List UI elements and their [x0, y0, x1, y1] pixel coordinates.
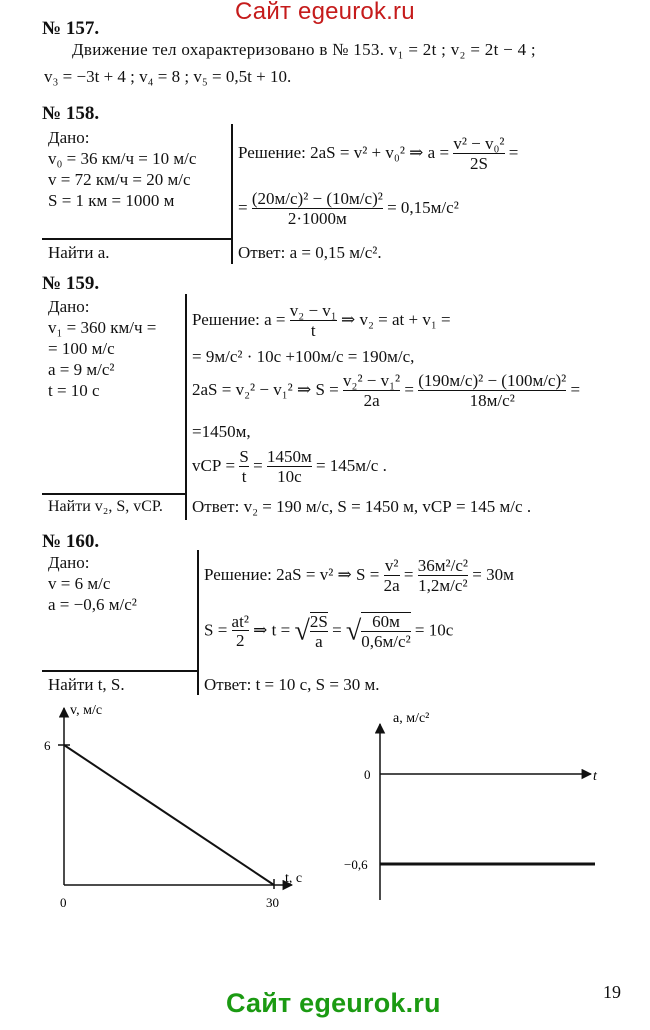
fraction-numerator: (190м/с)² − (100м/с)² — [418, 371, 567, 390]
solution-text: = — [403, 564, 414, 584]
fraction-numerator: 1450м — [266, 447, 312, 466]
solution-159-line1 — [192, 302, 451, 340]
y-tick-label: −0,6 — [344, 857, 368, 872]
solution-text: 2aS = v₂² − v₁² ⇒ S = — [192, 379, 339, 399]
solution-text: = — [253, 455, 263, 475]
fraction-denominator: 2a — [343, 390, 400, 410]
fraction-numerator: v₂ − v₁ — [289, 301, 337, 320]
solution-158-line1 — [238, 135, 518, 173]
problem-157-number: № 157. — [42, 18, 100, 39]
fraction-numerator: at² — [231, 611, 249, 631]
site-footer: Сайт egeurok.ru — [226, 988, 441, 1018]
answer-160: Ответ: t = 10 с, S = 30 м. — [204, 675, 380, 694]
fraction-denominator: 2a — [383, 575, 400, 595]
fraction-numerator: 2S — [309, 612, 328, 631]
fraction-numerator: (20м/с)² − (10м/с)² — [251, 189, 383, 208]
fraction-denominator: 10с — [267, 466, 312, 486]
velocity-series-line — [64, 745, 274, 885]
fraction — [453, 135, 504, 173]
sqrt-sign: √ — [345, 615, 362, 647]
solution-text: Решение: a = — [192, 309, 286, 329]
acceleration-graph — [335, 700, 625, 910]
given-separator — [42, 670, 198, 672]
solution-text: = — [238, 197, 248, 217]
given-line: S = 1 км = 1000 м — [48, 191, 175, 210]
given-title: Дано: — [48, 553, 90, 572]
problem-157-line2: v₃ = −3t + 4 ; v₄ = 8 ; v₅ = 0,5t + 10. — [44, 67, 292, 86]
fraction — [343, 372, 400, 410]
answer-158: Ответ: a = 0,15 м/с². — [238, 243, 382, 262]
given-line: v = 72 км/ч = 20 м/с — [48, 170, 191, 189]
solution-159-line2: = 9м/с² · 10с +100м/с = 190м/с, — [192, 347, 415, 366]
fraction — [384, 557, 400, 595]
x-axis-label: t, с — [285, 871, 303, 886]
sqrt-sign: √ — [294, 615, 310, 647]
fraction — [232, 613, 249, 651]
fraction-numerator: v² − v₀² — [453, 134, 505, 153]
fraction-numerator: 36м²/с² — [417, 556, 468, 575]
fraction-denominator: a — [310, 631, 328, 651]
given-line: = 100 м/с — [48, 339, 115, 358]
solution-159-line4: =1450м, — [192, 422, 251, 441]
solution-160-line2 — [204, 612, 453, 651]
fraction-denominator: 1,2м/с² — [418, 575, 468, 595]
fraction-numerator: S — [239, 447, 249, 466]
given-title: Дано: — [48, 128, 90, 147]
given-separator — [42, 238, 232, 240]
fraction — [267, 448, 312, 486]
y-axis-label: v, м/с — [70, 703, 103, 718]
solution-158-line2 — [238, 190, 459, 228]
x-axis-label: t — [593, 769, 597, 784]
site-header: Сайт egeurok.ru — [235, 0, 415, 25]
solution-text: = 145м/с . — [315, 455, 387, 475]
solution-160-line1 — [204, 557, 514, 595]
fraction — [418, 557, 468, 595]
solution-text: = 0,15м/с² — [387, 197, 459, 217]
x-tick-label: 30 — [266, 895, 279, 910]
fraction — [239, 448, 248, 486]
solution-text: S = — [204, 620, 228, 640]
solution-text: = — [570, 379, 581, 399]
given-line: v₁ = 360 км/ч = — [48, 318, 157, 337]
find-line: Найти v₂, S, vСР. — [48, 498, 163, 515]
given-title: Дано: — [48, 297, 90, 316]
solution-text: ⇒ v₂ = at + v₁ = — [340, 309, 451, 329]
fraction-numerator: v₂² − v₁² — [343, 371, 401, 390]
given-divider — [197, 550, 199, 695]
given-line: v₀ = 36 км/ч = 10 м/с — [48, 149, 197, 168]
solution-text: = 30м — [472, 564, 514, 584]
given-line: t = 10 с — [48, 381, 100, 400]
page-number: 19 — [603, 982, 621, 1002]
x-tick-label: 0 — [60, 895, 67, 910]
solution-159-line5 — [192, 448, 387, 486]
y-axis-label: a, м/с² — [393, 711, 430, 726]
solution-text: = — [404, 379, 414, 399]
solution-text: = — [508, 142, 519, 162]
find-line: Найти a. — [48, 243, 110, 262]
fraction — [252, 190, 383, 228]
given-line: a = 9 м/с² — [48, 360, 115, 379]
fraction — [310, 612, 328, 651]
given-line: a = −0,6 м/с² — [48, 595, 137, 614]
fraction — [418, 372, 566, 410]
fraction — [361, 612, 410, 651]
problem-160-number: № 160. — [42, 531, 100, 552]
fraction-denominator: 2·1000м — [252, 208, 383, 228]
y-tick-label: 6 — [44, 738, 51, 753]
find-line: Найти t, S. — [48, 675, 125, 694]
fraction-denominator: 0,6м/с² — [361, 631, 411, 651]
problem-159-number: № 159. — [42, 273, 100, 294]
given-divider — [185, 294, 187, 520]
fraction-denominator: 18м/с² — [418, 390, 566, 410]
fraction-denominator: t — [239, 466, 248, 486]
solution-text: Решение: 2aS = v² ⇒ S = — [204, 564, 380, 584]
fraction — [290, 302, 337, 340]
given-separator — [42, 493, 186, 495]
solution-text: vСР = — [192, 455, 236, 475]
solution-159-line3 — [192, 372, 580, 410]
fraction-denominator: 2S — [453, 153, 504, 173]
given-line: v = 6 м/с — [48, 574, 111, 593]
fraction-numerator: 60м — [372, 612, 400, 631]
velocity-graph — [30, 700, 320, 910]
problem-158-number: № 158. — [42, 103, 100, 124]
solution-text: = — [332, 620, 342, 640]
answer-159: Ответ: v₂ = 190 м/с, S = 1450 м, vСР = 145 м/с . — [192, 497, 532, 516]
fraction-numerator: v² — [384, 556, 399, 575]
solution-text: ⇒ t = — [253, 620, 291, 640]
given-divider — [231, 124, 233, 264]
solution-text: = 10с — [414, 620, 454, 640]
y-tick-label: 0 — [364, 767, 371, 782]
solution-text: Решение: 2aS = v² + v₀² ⇒ a = — [238, 142, 450, 162]
fraction-denominator: 2 — [232, 630, 249, 650]
problem-157-line1: Движение тел охарактеризовано в № 153. v₁ = 2t ; v₂ = 2t − 4 ; — [72, 40, 536, 59]
fraction-denominator: t — [290, 320, 337, 340]
